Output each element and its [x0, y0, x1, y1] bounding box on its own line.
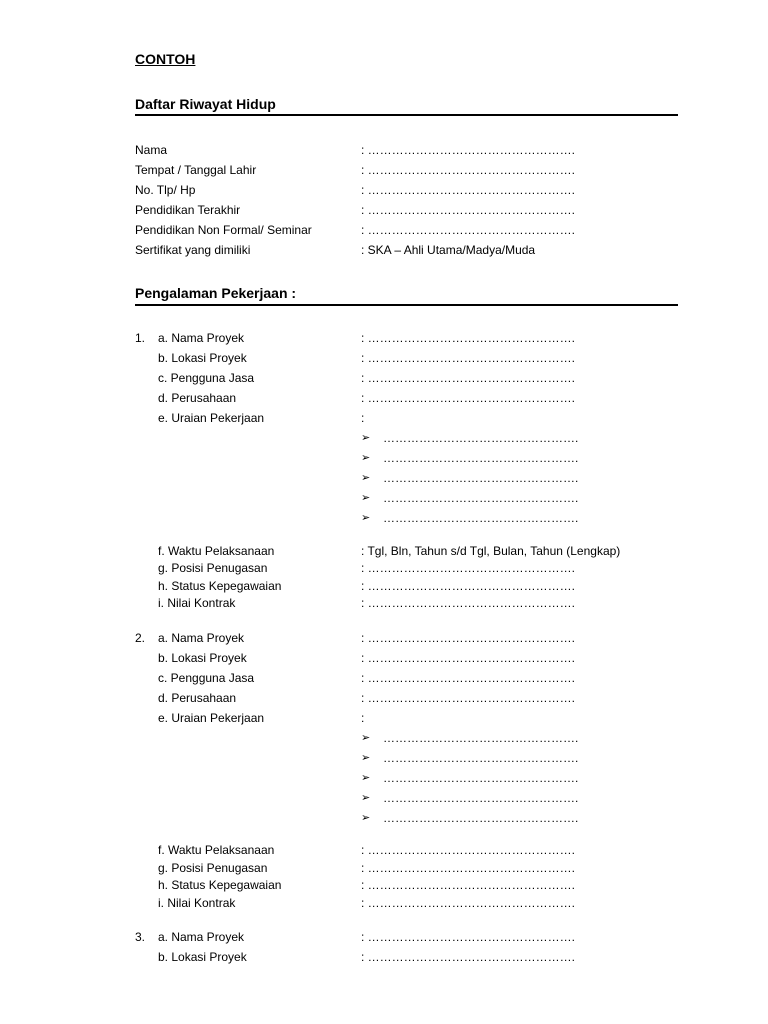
project-item-value: : …………………………………………….: [361, 579, 576, 593]
task-dots: ………………………………………….: [383, 431, 579, 445]
task-bullet: [361, 731, 578, 745]
project-item-label: f. Waktu Pelaksanaan: [158, 544, 275, 558]
project-item-value: : …………………………………………….: [361, 671, 576, 685]
cv-heading-rule: [135, 114, 678, 116]
cv-field-label: Pendidikan Non Formal/ Seminar: [135, 223, 312, 237]
project-item-label: i. Nilai Kontrak: [158, 596, 236, 610]
cv-field-label: No. Tlp/ Hp: [135, 183, 196, 197]
project-item-label: b. Lokasi Proyek: [158, 950, 247, 964]
project-item-value: : …………………………………………….: [361, 631, 576, 645]
project-item-label: h. Status Kepegawaian: [158, 878, 282, 892]
project-item-label: d. Perusahaan: [158, 391, 237, 405]
task-dots: ………………………………………….: [383, 771, 579, 785]
project-item-label: b. Lokasi Proyek: [158, 351, 247, 365]
arrow-bullet-icon: ➢: [361, 432, 371, 444]
task-bullet: [361, 811, 578, 825]
cv-field-value: : …………………………………………….: [361, 223, 576, 237]
arrow-bullet-icon: ➢: [361, 492, 371, 504]
experience-heading: Pengalaman Pekerjaan :: [135, 285, 297, 301]
project-item-value: : …………………………………………….: [361, 896, 576, 910]
task-bullet: [361, 511, 578, 525]
project-item-value: :: [361, 711, 365, 725]
cv-field-value: : …………………………………………….: [361, 203, 576, 217]
task-dots: ………………………………………….: [383, 751, 579, 765]
arrow-bullet-icon: ➢: [361, 452, 371, 464]
task-dots: ………………………………………….: [383, 511, 579, 525]
cv-field-label: Pendidikan Terakhir: [135, 203, 241, 217]
project-item-label: h. Status Kepegawaian: [158, 579, 282, 593]
task-bullet: [361, 771, 578, 785]
cv-field-label: Nama: [135, 143, 168, 157]
project-item-label: a. Nama Proyek: [158, 331, 245, 345]
arrow-bullet-icon: ➢: [361, 792, 371, 804]
task-dots: ………………………………………….: [383, 491, 579, 505]
cv-field-label: Sertifikat yang dimiliki: [135, 243, 251, 257]
task-bullet: [361, 471, 578, 485]
project-item-value: : Tgl, Bln, Tahun s/d Tgl, Bulan, Tahun (Lengkap): [361, 544, 621, 558]
project-item-value: : …………………………………………….: [361, 950, 576, 964]
task-dots: ………………………………………….: [383, 791, 579, 805]
project-item-label: c. Pengguna Jasa: [158, 371, 255, 385]
task-bullet: [361, 451, 578, 465]
project-number: 3.: [135, 930, 146, 944]
project-item-value: : …………………………………………….: [361, 878, 576, 892]
experience-heading-rule: [135, 304, 678, 306]
cv-field-value: : …………………………………………….: [361, 163, 576, 177]
project-item-value: : …………………………………………….: [361, 930, 576, 944]
cv-field-value: : …………………………………………….: [361, 183, 576, 197]
project-item-value: : …………………………………………….: [361, 861, 576, 875]
project-item-label: g. Posisi Penugasan: [158, 561, 268, 575]
project-item-value: : …………………………………………….: [361, 843, 576, 857]
project-item-label: g. Posisi Penugasan: [158, 861, 268, 875]
task-dots: ………………………………………….: [383, 811, 579, 825]
project-item-label: f. Waktu Pelaksanaan: [158, 843, 275, 857]
task-dots: ………………………………………….: [383, 471, 579, 485]
project-item-label: b. Lokasi Proyek: [158, 651, 247, 665]
arrow-bullet-icon: ➢: [361, 472, 371, 484]
project-item-label: a. Nama Proyek: [158, 930, 245, 944]
task-bullet: [361, 791, 578, 805]
task-bullet: [361, 431, 578, 445]
arrow-bullet-icon: ➢: [361, 812, 371, 824]
arrow-bullet-icon: ➢: [361, 752, 371, 764]
project-item-label: e. Uraian Pekerjaan: [158, 411, 265, 425]
project-item-value: : …………………………………………….: [361, 371, 576, 385]
project-item-value: : …………………………………………….: [361, 596, 576, 610]
project-number: 1.: [135, 331, 146, 345]
project-item-value: : …………………………………………….: [361, 391, 576, 405]
project-item-label: d. Perusahaan: [158, 691, 237, 705]
task-bullet: [361, 491, 578, 505]
project-item-label: c. Pengguna Jasa: [158, 671, 255, 685]
task-dots: ………………………………………….: [383, 731, 579, 745]
task-bullet: [361, 751, 578, 765]
cv-field-value: : SKA – Ahli Utama/Madya/Muda: [361, 243, 536, 257]
project-item-value: : …………………………………………….: [361, 691, 576, 705]
arrow-bullet-icon: ➢: [361, 732, 371, 744]
cv-field-value: : …………………………………………….: [361, 143, 576, 157]
project-item-label: e. Uraian Pekerjaan: [158, 711, 265, 725]
cv-heading: Daftar Riwayat Hidup: [135, 96, 276, 112]
project-item-value: : …………………………………………….: [361, 351, 576, 365]
task-dots: ………………………………………….: [383, 451, 579, 465]
arrow-bullet-icon: ➢: [361, 772, 371, 784]
cv-field-label: Tempat / Tanggal Lahir: [135, 163, 257, 177]
arrow-bullet-icon: ➢: [361, 512, 371, 524]
document-title: CONTOH: [135, 51, 196, 67]
project-item-value: : …………………………………………….: [361, 331, 576, 345]
project-item-label: i. Nilai Kontrak: [158, 896, 236, 910]
project-item-value: :: [361, 411, 365, 425]
project-number: 2.: [135, 631, 146, 645]
project-item-value: : …………………………………………….: [361, 651, 576, 665]
project-item-value: : …………………………………………….: [361, 561, 576, 575]
project-item-label: a. Nama Proyek: [158, 631, 245, 645]
